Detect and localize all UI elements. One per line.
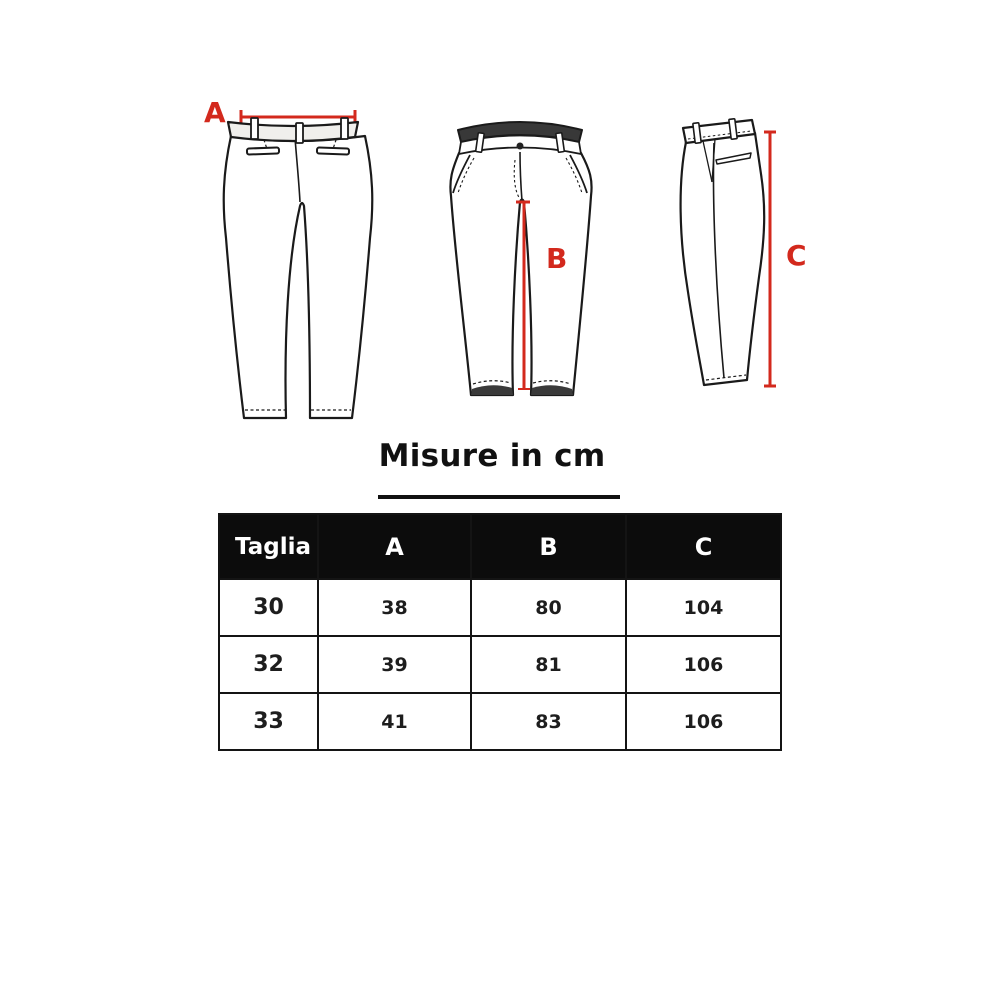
measure-b-value: 83 [471, 693, 626, 750]
pants-side-outline [681, 133, 765, 385]
section-title: Misure in cm [378, 438, 606, 474]
measure-c-value: 104 [626, 579, 781, 636]
column-header-taglia: Taglia [219, 514, 318, 579]
column-header-a: A [318, 514, 471, 579]
measure-b-value: 80 [471, 579, 626, 636]
column-header-b: B [471, 514, 626, 579]
size-value: 30 [219, 579, 318, 636]
measure-c-value: 106 [626, 636, 781, 693]
pants-front-view-drawing [435, 108, 605, 403]
measure-label-b: B [546, 242, 568, 275]
table-row-size-32 [219, 636, 781, 693]
size-table [218, 513, 782, 751]
column-header-c: C [626, 514, 781, 579]
back-waistband [228, 122, 358, 141]
pants-back-view-drawing [198, 88, 438, 433]
measure-a-value: 38 [318, 579, 471, 636]
table-row-size-30 [219, 579, 781, 636]
title-underline [378, 495, 620, 499]
measure-b-value: 81 [471, 636, 626, 693]
measure-line-c [764, 132, 776, 386]
measure-a-value: 41 [318, 693, 471, 750]
size-value: 33 [219, 693, 318, 750]
size-table-header-row [219, 514, 781, 579]
measure-label-a: A [204, 96, 227, 129]
size-value: 32 [219, 636, 318, 693]
section-title-wrap [0, 438, 984, 474]
waist-button [517, 143, 524, 150]
measure-a-value: 39 [318, 636, 471, 693]
measure-label-c: C [786, 239, 808, 272]
measure-c-value: 106 [626, 693, 781, 750]
table-row-size-33 [219, 693, 781, 750]
